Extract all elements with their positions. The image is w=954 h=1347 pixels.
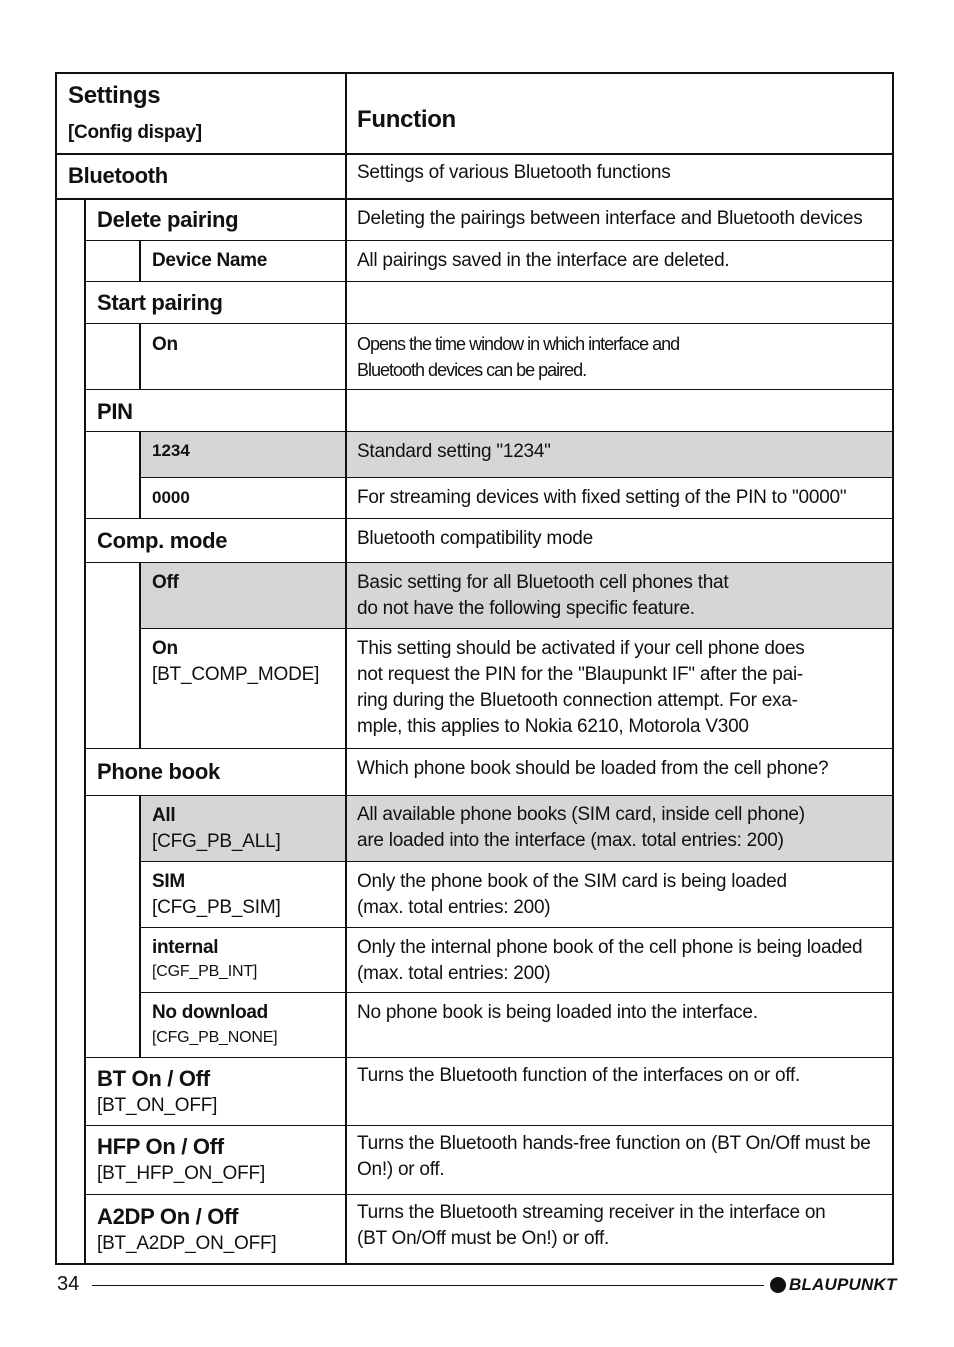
row-code-a2dp-onoff: [BT_A2DP_ON_OFF] xyxy=(97,1233,277,1254)
row-rule xyxy=(139,927,894,928)
row-code-pb-internal: [CGF_PB_INT] xyxy=(152,963,258,980)
table-border-top xyxy=(55,72,894,74)
row-rule xyxy=(84,518,894,519)
row-desc-pb-all: All available phone books (SIM card, inside cell phone) are loaded into the interface (max. total entries: 200) xyxy=(357,804,805,851)
column-divider-indent2e xyxy=(139,795,141,1057)
row-desc-delete-pairing: Deleting the pairings between interface and Bluetooth devices xyxy=(357,208,863,229)
row-desc-pin-0000: For streaming devices with fixed setting of the PIN to "0000" xyxy=(357,487,847,508)
row-label-bluetooth: Bluetooth xyxy=(68,163,168,188)
row-rule xyxy=(84,281,894,282)
row-rule xyxy=(84,1125,894,1126)
row-label-bt-onoff: BT On / Off xyxy=(97,1066,210,1091)
row-desc-comp-off: Basic setting for all Bluetooth cell phones that do not have the following specific feature. xyxy=(357,572,729,619)
row-rule xyxy=(55,198,894,200)
column-divider-main xyxy=(345,72,347,1265)
row-desc-pb-internal: Only the internal phone book of the cell phone is being loaded (max. total entries: 200) xyxy=(357,937,863,984)
column-divider-indent2c xyxy=(139,431,141,519)
row-code-pb-sim: [CFG_PB_SIM] xyxy=(152,897,281,918)
row-code-pb-none: [CFG_PB_NONE] xyxy=(152,1029,278,1046)
row-desc-comp-mode: Bluetooth compatibility mode xyxy=(357,528,593,549)
column-divider-indent2d xyxy=(139,562,141,749)
row-rule xyxy=(84,389,894,390)
row-label-pb-sim: SIM xyxy=(152,871,185,892)
brand-logo-text: BLAUPUNKT xyxy=(789,1275,897,1294)
row-rule xyxy=(55,153,894,155)
row-label-pin-1234: 1234 xyxy=(152,441,190,460)
row-label-pb-all: All xyxy=(152,805,176,826)
row-rule xyxy=(84,240,894,241)
row-label-pin-0000: 0000 xyxy=(152,488,190,507)
footer-rule xyxy=(92,1285,764,1286)
table-border-left xyxy=(55,72,57,1265)
row-label-phone-book: Phone book xyxy=(97,759,220,784)
row-label-comp-mode: Comp. mode xyxy=(97,528,228,553)
row-rule xyxy=(84,562,894,563)
row-desc-bt-onoff: Turns the Bluetooth function of the interfaces on or off. xyxy=(357,1065,801,1086)
table-border-right xyxy=(892,72,894,1265)
row-desc-pb-none: No phone book is being loaded into the interface. xyxy=(357,1002,758,1023)
row-desc-a2dp-onoff: Turns the Bluetooth streaming receiver in the interface on (BT On/Off must be On!) or off. xyxy=(357,1202,826,1249)
column-divider-indent2a xyxy=(139,240,141,282)
row-rule xyxy=(84,323,894,324)
row-label-hfp-onoff: HFP On / Off xyxy=(97,1134,224,1159)
row-label-delete-pairing: Delete pairing xyxy=(97,207,239,232)
page-number: 34 xyxy=(57,1273,80,1295)
row-desc-pin-1234: Standard setting "1234" xyxy=(357,441,551,462)
row-label-a2dp-onoff: A2DP On / Off xyxy=(97,1204,239,1229)
table-border-bottom xyxy=(55,1263,894,1265)
row-rule xyxy=(84,748,894,749)
row-label-comp-off: Off xyxy=(152,572,179,593)
row-label-device-name: Device Name xyxy=(152,250,267,271)
row-desc-bluetooth: Settings of various Bluetooth functions xyxy=(357,162,671,183)
row-code-hfp-onoff: [BT_HFP_ON_OFF] xyxy=(97,1163,266,1184)
row-label-pin: PIN xyxy=(97,399,133,424)
row-rule xyxy=(139,992,894,993)
header-settings-title: Settings xyxy=(68,82,161,109)
row-label-pb-none: No download xyxy=(152,1002,268,1023)
row-rule xyxy=(139,861,894,862)
logo-dot-icon xyxy=(770,1277,786,1293)
header-function-title: Function xyxy=(357,106,456,133)
column-divider-indent2b xyxy=(139,323,141,390)
row-desc-start-on: Opens the time window in which interface and Bluetooth devices can be paired. xyxy=(357,334,680,380)
row-rule xyxy=(84,431,894,432)
row-desc-phone-book: Which phone book should be loaded from the cell phone? xyxy=(357,758,829,779)
row-desc-device-name: All pairings saved in the interface are deleted. xyxy=(357,250,730,271)
row-label-start-on: On xyxy=(152,334,178,355)
row-rule xyxy=(139,477,894,478)
row-rule xyxy=(84,795,894,796)
row-label-comp-on: On xyxy=(152,638,178,659)
row-code-comp-on: [BT_COMP_MODE] xyxy=(152,664,320,685)
row-code-pb-all: [CFG_PB_ALL] xyxy=(152,831,281,852)
row-label-pb-internal: internal xyxy=(152,937,219,958)
column-divider-indent1 xyxy=(84,198,86,1265)
brand-logo xyxy=(770,1274,897,1296)
row-rule xyxy=(139,628,894,629)
row-desc-pb-sim: Only the phone book of the SIM card is being loaded (max. total entries: 200) xyxy=(357,871,787,918)
row-desc-comp-on: This setting should be activated if your cell phone does not request the PIN for the "Blaupunkt IF" after the pai- ring during the Bluetooth connection attempt. For exa- mple, this applies to Nokia 6210, Motorola V300 xyxy=(357,638,805,737)
row-code-bt-onoff: [BT_ON_OFF] xyxy=(97,1095,218,1116)
row-desc-hfp-onoff: Turns the Bluetooth hands-free function on (BT On/Off must be On!) or off. xyxy=(357,1133,871,1180)
row-rule xyxy=(84,1194,894,1195)
row-rule xyxy=(84,1057,894,1058)
header-settings-subtitle: [Config dispay] xyxy=(68,122,202,143)
row-label-start-pairing: Start pairing xyxy=(97,290,223,315)
